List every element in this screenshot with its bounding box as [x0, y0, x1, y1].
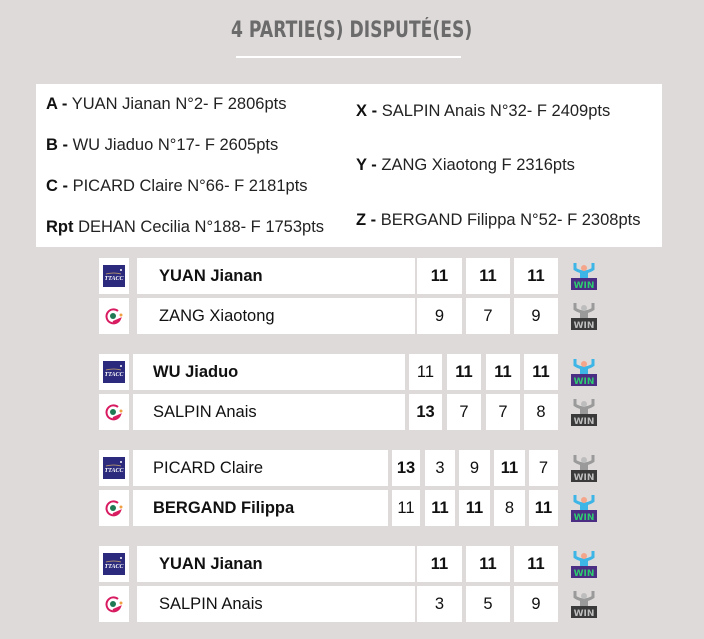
game-score: 11 [392, 490, 420, 526]
game-score: 9 [514, 298, 558, 334]
win-icon [570, 493, 598, 523]
game-score: 11 [466, 258, 510, 294]
player-name[interactable]: WU Jiaduo [133, 354, 405, 390]
game-score: 7 [447, 394, 481, 430]
club-logo-icon [103, 401, 125, 423]
game-score: 5 [466, 586, 510, 622]
club-logo-icon [103, 305, 125, 327]
game-score: 11 [417, 258, 462, 294]
svg-text:WIN: WIN [573, 281, 595, 291]
club-logo-cell [99, 354, 129, 390]
club-logo-icon [103, 593, 125, 615]
game-score: 11 [514, 546, 558, 582]
game-score: 11 [494, 450, 525, 486]
win-inactive-icon [570, 589, 598, 619]
player-name[interactable]: SALPIN Anais [137, 586, 415, 622]
svg-text:TTACC: TTACC [104, 468, 124, 474]
player-name[interactable]: ZANG Xiaotong [137, 298, 415, 334]
roster-entry-b: B - WU Jiaduo N°17- F 2605pts [46, 136, 279, 154]
club-logo-cell [99, 394, 129, 430]
game-score: 3 [417, 586, 462, 622]
player-name[interactable]: YUAN Jianan [137, 546, 415, 582]
game-score: 11 [524, 354, 558, 390]
roster-entry-x: X - SALPIN Anais N°32- F 2409pts [356, 102, 611, 120]
game-score: 9 [417, 298, 462, 334]
club-logo-cell [99, 546, 129, 582]
game-score: 7 [466, 298, 510, 334]
roster-entry-c: C - PICARD Claire N°66- F 2181pts [46, 177, 308, 195]
win-inactive-icon [570, 453, 598, 483]
game-score: 3 [425, 450, 455, 486]
game-score: 8 [494, 490, 525, 526]
page-title-wrap [0, 18, 704, 49]
game-score: 7 [486, 394, 520, 430]
svg-text:WIN: WIN [573, 609, 595, 619]
svg-text:TTACC: TTACC [104, 372, 124, 378]
svg-text:WIN: WIN [573, 377, 595, 387]
page-title: 4 PARTIE(S) DISPUTÉ(ES) [231, 18, 473, 43]
title-underline [236, 56, 461, 58]
club-logo-cell [99, 258, 129, 294]
game-score: 7 [529, 450, 558, 486]
game-score: 13 [392, 450, 420, 486]
club-logo-cell [99, 586, 129, 622]
roster-entry-rpt: Rpt DEHAN Cecilia N°188- F 1753pts [46, 218, 325, 236]
game-score: 9 [514, 586, 558, 622]
game-score: 9 [459, 450, 490, 486]
player-name[interactable]: YUAN Jianan [137, 258, 415, 294]
ttacc-logo-icon [103, 457, 125, 479]
svg-text:WIN: WIN [573, 473, 595, 483]
player-name[interactable]: PICARD Claire [133, 450, 388, 486]
ttacc-logo-icon [103, 361, 125, 383]
game-score: 11 [409, 354, 442, 390]
svg-text:TTACC: TTACC [104, 276, 124, 282]
win-icon [570, 549, 598, 579]
player-name[interactable]: SALPIN Anais [133, 394, 405, 430]
game-score: 11 [514, 258, 558, 294]
svg-text:WIN: WIN [573, 569, 595, 579]
svg-text:WIN: WIN [573, 513, 595, 523]
club-logo-icon [103, 497, 125, 519]
game-score: 11 [466, 546, 510, 582]
roster-entry-z: Z - BERGAND Filippa N°52- F 2308pts [356, 211, 641, 229]
game-score: 11 [447, 354, 481, 390]
game-score: 11 [417, 546, 462, 582]
roster-panel [36, 84, 662, 247]
game-score: 11 [529, 490, 558, 526]
game-score: 11 [459, 490, 490, 526]
game-score: 8 [524, 394, 558, 430]
club-logo-cell [99, 298, 129, 334]
svg-text:TTACC: TTACC [104, 564, 124, 570]
win-inactive-icon [570, 301, 598, 331]
roster-entry-y: Y - ZANG Xiaotong F 2316pts [356, 156, 575, 174]
game-score: 11 [425, 490, 455, 526]
ttacc-logo-icon [103, 553, 125, 575]
club-logo-cell [99, 450, 129, 486]
svg-text:WIN: WIN [573, 417, 595, 427]
win-icon [570, 357, 598, 387]
win-icon [570, 261, 598, 291]
win-inactive-icon [570, 397, 598, 427]
player-name[interactable]: BERGAND Filippa [133, 490, 388, 526]
game-score: 13 [409, 394, 442, 430]
ttacc-logo-icon [103, 265, 125, 287]
game-score: 11 [486, 354, 520, 390]
roster-entry-a: A - YUAN Jianan N°2- F 2806pts [46, 95, 287, 113]
club-logo-cell [99, 490, 129, 526]
svg-text:WIN: WIN [573, 321, 595, 331]
